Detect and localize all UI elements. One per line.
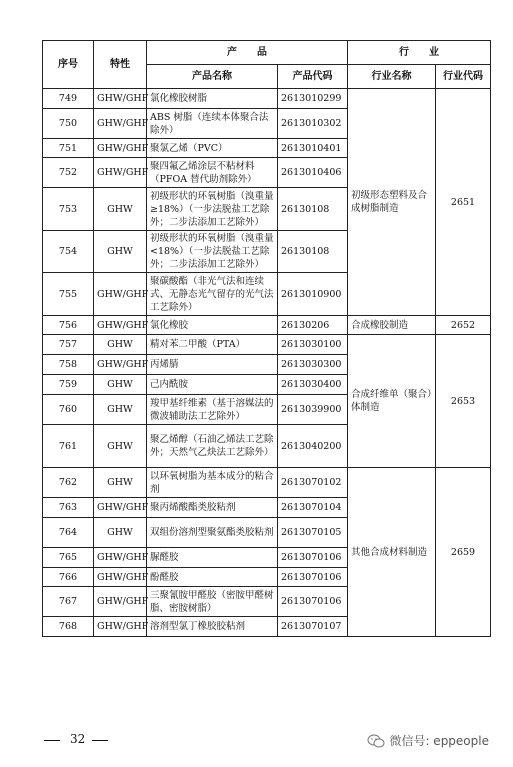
cell-product-code: 2613070104 xyxy=(278,498,348,518)
cell-industry-name: 其他合成材料制造 xyxy=(348,468,436,637)
cell-seq: 760 xyxy=(43,395,94,425)
table-row xyxy=(43,89,491,109)
cell-product-name: 氯化橡胶树脂 xyxy=(147,89,278,109)
footer-dash-left xyxy=(44,740,60,741)
cell-industry-name: 合成纤维单（聚合）体制造 xyxy=(348,335,436,468)
cell-seq: 763 xyxy=(43,498,94,518)
cell-trait: GHW/GHF xyxy=(94,498,147,518)
cell-industry-code: 2653 xyxy=(436,335,491,468)
table-row xyxy=(43,316,491,335)
cell-seq: 766 xyxy=(43,568,94,587)
cell-seq: 758 xyxy=(43,355,94,375)
cell-industry-code: 2651 xyxy=(436,89,491,316)
cell-product-code: 2613070106 xyxy=(278,548,348,568)
cell-product-code: 26130206 xyxy=(278,316,348,335)
cell-seq: 750 xyxy=(43,109,94,139)
cell-trait: GHW xyxy=(94,425,147,468)
watermark xyxy=(367,732,489,749)
header-product-code: 产品代码 xyxy=(278,65,348,89)
cell-product-code: 2613039900 xyxy=(278,395,348,425)
cell-product-code: 2613070106 xyxy=(278,568,348,587)
cell-product-code: 2613070106 xyxy=(278,587,348,617)
cell-product-name: ABS 树脂（连续本体聚合法除外） xyxy=(147,109,278,139)
cell-product-code: 26130108 xyxy=(278,231,348,273)
cell-product-name: 初级形状的环氧树脂（溴重量≥18%）（一步法脱盐工艺除外；二步法添加工艺除外） xyxy=(147,188,278,231)
cell-product-code: 2613070107 xyxy=(278,617,348,637)
cell-product-name: 初级形状的环氧树脂（溴重量<18%）（一步法脱盐工艺除外；二步法添加工艺除外） xyxy=(147,231,278,273)
cell-product-name: 己内酰胺 xyxy=(147,375,278,395)
cell-product-code: 26130108 xyxy=(278,188,348,231)
cell-product-name: 溶剂型氯丁橡胶胶粘剂 xyxy=(147,617,278,637)
table-row xyxy=(43,335,491,355)
cell-trait: GHW/GHF xyxy=(94,617,147,637)
header-industry-code: 行业代码 xyxy=(436,65,491,89)
cell-product-code: 2613010299 xyxy=(278,89,348,109)
cell-seq: 765 xyxy=(43,548,94,568)
table-body xyxy=(43,89,491,637)
wechat-icon xyxy=(367,734,385,748)
cell-trait: GHW xyxy=(94,518,147,548)
cell-product-name: 酚醛胶 xyxy=(147,568,278,587)
cell-product-code: 2613030300 xyxy=(278,355,348,375)
cell-trait: GHW/GHF xyxy=(94,568,147,587)
header-industry-name: 行业名称 xyxy=(348,65,436,89)
cell-product-code: 2613010302 xyxy=(278,109,348,139)
cell-trait: GHW xyxy=(94,468,147,498)
cell-product-name: 羧甲基纤维素（基于溶媒法的微波辅助法工艺除外） xyxy=(147,395,278,425)
cell-product-code: 2613040200 xyxy=(278,425,348,468)
cell-trait: GHW xyxy=(94,188,147,231)
cell-trait: GHW/GHF xyxy=(94,316,147,335)
cell-product-code: 2613030100 xyxy=(278,335,348,355)
cell-product-code: 2613010900 xyxy=(278,273,348,316)
cell-seq: 755 xyxy=(43,273,94,316)
cell-product-name: 以环氧树脂为基本成分的粘合剂 xyxy=(147,468,278,498)
cell-industry-code: 2659 xyxy=(436,468,491,637)
cell-product-name: 聚氯乙烯（PVC） xyxy=(147,139,278,158)
cell-seq: 767 xyxy=(43,587,94,617)
cell-product-name: 聚乙烯醇（石油乙烯法工艺除外；天然气乙炔法工艺除外） xyxy=(147,425,278,468)
cell-trait: GHW/GHF xyxy=(94,548,147,568)
header-product-group: 产 品 xyxy=(147,41,348,65)
cell-industry-name: 初级形态塑料及合成树脂制造 xyxy=(348,89,436,316)
cell-product-code: 2613070105 xyxy=(278,518,348,548)
cell-product-name: 双组份溶剂型聚氨酯类胶粘剂 xyxy=(147,518,278,548)
cell-seq: 749 xyxy=(43,89,94,109)
cell-trait: GHW/GHF xyxy=(94,109,147,139)
header-seq: 序号 xyxy=(43,41,94,89)
cell-trait: GHW/GHF xyxy=(94,587,147,617)
cell-seq: 768 xyxy=(43,617,94,637)
cell-seq: 752 xyxy=(43,158,94,188)
footer-dash-right xyxy=(92,740,108,741)
cell-trait: GHW/GHF xyxy=(94,139,147,158)
cell-product-code: 2613010406 xyxy=(278,158,348,188)
cell-product-name: 聚四氟乙烯涂层不粘材料（PFOA 替代助剂除外） xyxy=(147,158,278,188)
cell-trait: GHW/GHF xyxy=(94,158,147,188)
header-industry-group: 行 业 xyxy=(348,41,491,65)
header-product-name: 产品名称 xyxy=(147,65,278,89)
cell-seq: 757 xyxy=(43,335,94,355)
cell-product-code: 2613070102 xyxy=(278,468,348,498)
cell-seq: 759 xyxy=(43,375,94,395)
cell-product-name: 脲醛胶 xyxy=(147,548,278,568)
cell-industry-code: 2652 xyxy=(436,316,491,335)
header-trait: 特性 xyxy=(94,41,147,89)
page-number: 32 xyxy=(70,732,86,746)
watermark-text: 微信号: eppeople xyxy=(389,734,489,748)
cell-product-name: 精对苯二甲酸（PTA） xyxy=(147,335,278,355)
cell-trait: GHW xyxy=(94,395,147,425)
cell-product-code: 2613030400 xyxy=(278,375,348,395)
cell-seq: 761 xyxy=(43,425,94,468)
cell-product-name: 氯化橡胶 xyxy=(147,316,278,335)
cell-trait: GHW xyxy=(94,335,147,355)
cell-trait: GHW xyxy=(94,231,147,273)
cell-trait: GHW/GHF xyxy=(94,273,147,316)
cell-seq: 753 xyxy=(43,188,94,231)
cell-seq: 762 xyxy=(43,468,94,498)
table-row xyxy=(43,468,491,498)
cell-seq: 764 xyxy=(43,518,94,548)
cell-seq: 756 xyxy=(43,316,94,335)
cell-product-code: 2613010401 xyxy=(278,139,348,158)
cell-trait: GHW xyxy=(94,375,147,395)
cell-trait: GHW/GHF xyxy=(94,89,147,109)
cell-product-name: 三聚氰胺甲醛胶（密胺甲醛树脂、密胺树脂） xyxy=(147,587,278,617)
cell-seq: 754 xyxy=(43,231,94,273)
cell-product-name: 聚丙烯酸酯类胶粘剂 xyxy=(147,498,278,518)
cell-industry-name: 合成橡胶制造 xyxy=(348,316,436,335)
cell-trait: GHW/GHF xyxy=(94,355,147,375)
cell-product-name: 聚碳酸酯（非光气法和连续式、无静态光气留存的光气法工艺除外） xyxy=(147,273,278,316)
cell-product-name: 丙烯腈 xyxy=(147,355,278,375)
catalog-table xyxy=(42,40,491,637)
cell-seq: 751 xyxy=(43,139,94,158)
